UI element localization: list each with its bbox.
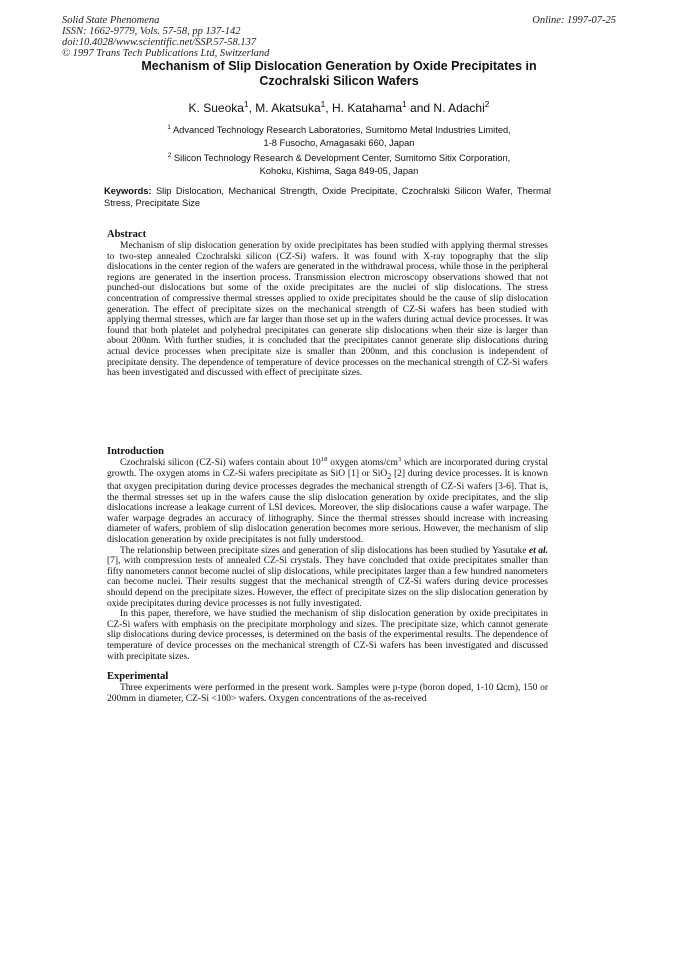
- keywords: [104, 185, 551, 209]
- affiliation-2: $^2$ Silicon Technology Research & Development Center, Sumitomo Sitix Corporation, Kohoku, Kishima, Saga 849-05, Japan: [167, 151, 511, 176]
- introduction-heading: Introduction: [107, 446, 164, 457]
- title-line-1: Mechanism of Slip Dislocation Generation by Oxide Precipitates in: [141, 61, 537, 73]
- affiliation-1: $^1$ Advanced Technology Research Laboratories, Sumitomo Metal Industries Limited, 1-8 Fusocho, Amagasaki 660, Japan: [167, 123, 511, 148]
- experimental-section: [107, 671, 548, 704]
- author-name: M. Akatsuka: [255, 101, 321, 115]
- abstract-text: Mechanism of slip dislocation generation by oxide precipitates has been studied with applying thermal stresses to two-step annealed Czochralski silicon (CZ-Si) wafers. It was found with X-ray topography that the slip dislocations in the center region of the wafers are generated in the withdrawal process, while those in the peripheral regions are generated in the insertion process. Transmission electron microscopy observations showed that not punched-out dislocations but some of the oxide precipitates are the nuclei of slip dislocations. The stress concentration of compressive thermal stresses applied to oxide precipitates should be the cause of slip dislocation generation. The effect of precipitate sizes on the mechanical strength of CZ-Si wafers has been studied with applying thermal stresses, which are far larger than those set up in the wafers during actual device processes. It was found that both platelet and polyhedral precipitates can generate slip dislocations when their size is larger than about 200nm. With further studies, it is concluded that the precipitates cannot generate slip dislocations during actual device processes when precipitate size is smaller than 200nm, and this conclusion is independent of precipitate density. The dependence of temperature of device processes on the mechanical strength of CZ-Si wafers has been investigated and discussed with effect of precipitate sizes.: [107, 241, 548, 379]
- issn-line: ISSN: 1662-9779, Vols. 57-58, pp 137-142: [62, 26, 241, 37]
- paper-title: [0, 61, 678, 89]
- keywords-text: Slip Dislocation, Mechanical Strength, Oxide Precipitate, Czochralski Silicon Wafer, Thermal Stress, Precipitate Size: [104, 186, 551, 208]
- introduction-paragraph-1: Czochralski silicon (CZ-Si) wafers contain about $10^{18}$ oxygen atoms/$cm^3$ which are incorporated during crystal growth. The oxygen atoms in CZ-Si wafers precipitate as SiO [1] or SiO$_2$ [2] during device processes. It is known that oxygen precipitation during device processes degrades the mechanical strength of CZ-Si wafers [3-6]. That is, the thermal stresses set up in the wafers cause the slip dislocation generation by oxide precipitates, and the slip dislocations increase a leakage current of LSI devices. Moreover, the slip dislocations cause a wafer warpage. The wafer warpage degrades an accuracy of lithography. Since the thermal stresses should increase with increasing diameter of wafers, problem of slip dislocation generation becomes more serious. However, the mechanism of slip dislocation generation by oxide precipitates is not fully understood.: [107, 455, 548, 546]
- author-name: K. Sueoka: [188, 101, 244, 115]
- introduction-section: [107, 446, 548, 662]
- copyright-line: © 1997 Trans Tech Publications Ltd, Switzerland: [62, 48, 270, 59]
- abstract-section: [107, 229, 548, 379]
- author-affiliation-mark: 1: [320, 99, 326, 109]
- author-name: N. Adachi: [433, 101, 485, 115]
- journal-header: [62, 15, 269, 59]
- journal-name: Solid State Phenomena: [62, 15, 160, 26]
- author-affiliation-mark: 2: [484, 99, 490, 109]
- online-date: Online: 1997-07-25: [532, 15, 616, 26]
- author-list: K. Sueoka$^1$, M. Akatsuka$^1$, H. Katahama$^1$ and N. Adachi$^2$: [188, 99, 490, 115]
- author-name: H. Katahama: [331, 101, 403, 115]
- experimental-text: Three experiments were performed in the present work. Samples were p-type (boron doped, 1-10 Ωcm), 150 or 200mm in diameter, CZ-Si <100> wafers. Oxygen concentrations of the as-received: [107, 683, 548, 704]
- title-line-2: Czochralski Silicon Wafers: [259, 74, 419, 88]
- keywords-label: Keywords:: [104, 186, 152, 196]
- doi-line: doi:10.4028/www.scientific.net/SSP.57-58.137: [62, 37, 257, 48]
- author-affiliation-mark: 1: [243, 99, 249, 109]
- experimental-heading: Experimental: [107, 671, 169, 682]
- abstract-heading: Abstract: [107, 229, 147, 240]
- author-affiliation-mark: 1: [402, 99, 407, 109]
- introduction-paragraph-3: In this paper, therefore, we have studied the mechanism of slip dislocation generation by oxide precipitates in CZ-Si wafers with emphasis on the precipitate morphology and sizes. The precipitate size, which cannot generate slip dislocations during device processes, is determined on the basis of the experimental results. The dependence of temperature of device processes on the mechanical strength of CZ-Si wafers has been investigated and discussed with precipitate sizes.: [107, 609, 548, 662]
- introduction-paragraph-2: The relationship between precipitate sizes and generation of slip dislocations has been studied by Yasutake et al. [7], with compression tests of annealed CZ-Si crystals. They have concluded that oxide precipitates smaller than fifty nanometers cannot become nuclei of slip dislocations, while precipitates larger than a few hundred nanometers can become nuclei. Their results suggest that the mechanical strength of CZ-Si wafers during device processes should depend on the precipitate sizes. However, the effect of precipitate sizes on the slip dislocation generation by oxide precipitates during device processes is not fully investigated.: [107, 545, 548, 609]
